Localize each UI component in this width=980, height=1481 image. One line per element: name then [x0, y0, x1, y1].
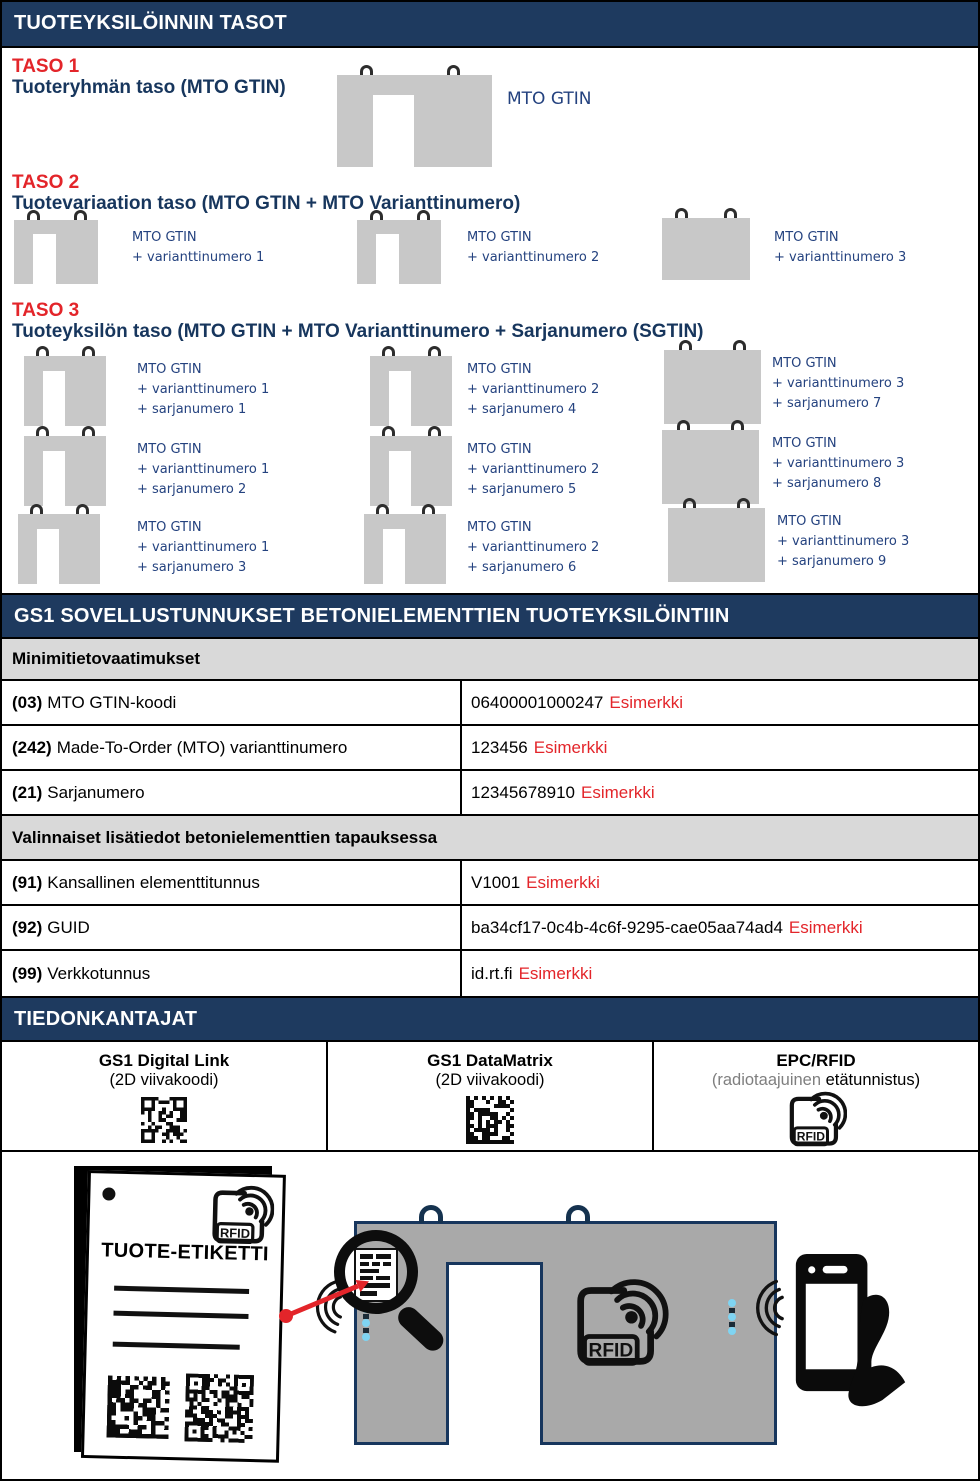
concrete-element-graphic — [668, 508, 765, 582]
red-arrow-connector — [278, 1270, 378, 1326]
table-row — [2, 726, 978, 771]
rfid-tag-icon — [725, 1298, 738, 1336]
taso2-subtitle: Tuotevariaation taso (MTO GTIN + MTO Varianttinumero) — [12, 193, 521, 214]
concrete-element-graphic — [662, 430, 759, 504]
carrier-rfid — [654, 1042, 978, 1150]
concrete-element-graphic — [662, 218, 750, 280]
hook-icon — [447, 65, 460, 75]
carrier-subtitle: (2D viivakoodi) — [109, 1071, 219, 1089]
product-label-card — [81, 1170, 286, 1463]
concrete-element-graphic — [364, 514, 446, 584]
table-row — [2, 906, 978, 951]
element-label: MTO GTIN + varianttinumero 1 + sarjanumero 2 — [137, 442, 270, 497]
ai-code: (99) — [12, 963, 43, 983]
table-row — [2, 951, 978, 996]
datamatrix-icon — [106, 1376, 169, 1439]
carrier-datamatrix — [328, 1042, 654, 1150]
example-tag: Esimerkki — [788, 917, 863, 937]
hook-icon — [566, 1205, 590, 1223]
element-label: MTO GTIN + varianttinumero 1 + sarjanumero 1 — [137, 362, 270, 417]
carrier-title: GS1 Digital Link — [98, 1051, 230, 1070]
carrier-subtitle: (2D viivakoodi) — [435, 1071, 545, 1089]
taso2-tag: TASO 2 — [12, 172, 80, 193]
example-tag: Esimerkki — [533, 737, 608, 757]
example-tag: Esimerkki — [609, 692, 684, 712]
concrete-element-graphic — [664, 350, 761, 424]
element-label: MTO GTIN + varianttinumero 1 + sarjanumero 3 — [137, 520, 270, 575]
element-door-opening — [373, 95, 415, 167]
ai-value: ba34cf17-0c4b-4c6f-9295-cae05aa74ad4 — [471, 917, 783, 937]
ai-label: Kansallinen elementtitunnus — [47, 872, 260, 892]
ai-code: (242) — [12, 737, 52, 757]
ai-code: (21) — [12, 782, 43, 802]
section-header-levels: TUOTEYKSILÖINNIN TASOT — [2, 2, 978, 48]
concrete-element-graphic — [337, 75, 492, 167]
concrete-element-graphic — [14, 220, 98, 284]
element-label: MTO GTIN + varianttinumero 3 + sarjanumero 7 — [772, 356, 905, 411]
element-label: MTO GTIN + varianttinumero 3 + sarjanumero 9 — [777, 514, 910, 569]
datamatrix-icon — [466, 1096, 514, 1144]
element-label: MTO GTIN + varianttinumero 3 — [774, 230, 907, 265]
carriers-panel — [2, 1042, 978, 1152]
element-label: MTO GTIN + varianttinumero 1 — [132, 230, 265, 265]
carrier-title: EPC/RFID — [776, 1051, 856, 1070]
ai-code: (91) — [12, 872, 43, 892]
ai-label: MTO GTIN-koodi — [47, 692, 177, 712]
ai-value: id.rt.fi — [471, 963, 513, 983]
element-label: MTO GTIN + varianttinumero 2 + sarjanumero 5 — [467, 442, 600, 497]
ai-label: Verkkotunnus — [47, 963, 151, 983]
taso1-tag: TASO 1 — [12, 56, 80, 77]
ai-label: Sarjanumero — [47, 782, 145, 802]
element-door-opening — [446, 1262, 543, 1445]
ai-value: V1001 — [471, 872, 521, 892]
taso3-subtitle: Tuoteyksilön taso (MTO GTIN + MTO Varianttinumero + Sarjanumero (SGTIN) — [12, 321, 704, 342]
element-label: MTO GTIN + varianttinumero 2 + sarjanumero 6 — [467, 520, 600, 575]
element-label: MTO GTIN + varianttinumero 2 + sarjanumero 4 — [467, 362, 600, 417]
svg-text:RFID: RFID — [588, 1340, 634, 1362]
table-row — [2, 771, 978, 816]
ai-value: 123456 — [471, 737, 528, 757]
example-tag: Esimerkki — [526, 872, 600, 892]
qr-code-icon — [141, 1097, 187, 1143]
rfid-icon — [207, 1184, 274, 1248]
hook-icon — [74, 210, 87, 220]
concrete-element-graphic — [370, 436, 452, 506]
concrete-element-graphic — [357, 220, 441, 284]
label-title: TUOTE-ETIKETTI — [101, 1239, 270, 1266]
element-label: MTO GTIN — [507, 89, 592, 109]
table-subheader-optional: Valinnaiset lisätiedot betonielementtien tapauksessa — [2, 816, 978, 861]
table-row — [2, 681, 978, 726]
taso3-tag: TASO 3 — [12, 300, 80, 321]
table-row — [2, 861, 978, 906]
section-header-gs1: GS1 SOVELLUSTUNNUKSET BETONIELEMENTTIEN TUOTEYKSILÖINTIIN — [2, 593, 978, 639]
label-hole — [102, 1187, 115, 1200]
usage-illustration — [2, 1152, 978, 1478]
example-tag: Esimerkki — [581, 782, 655, 802]
concrete-element-graphic — [24, 356, 106, 426]
carrier-digital-link — [2, 1042, 328, 1150]
element-label: MTO GTIN + varianttinumero 2 — [467, 230, 600, 265]
svg-text:RFID: RFID — [219, 1225, 251, 1241]
element-label: MTO GTIN + varianttinumero 3 + sarjanumero 8 — [772, 436, 905, 491]
table-subheader-minimum: Minimitietovaatimukset — [2, 639, 978, 681]
radio-waves-icon — [754, 1276, 786, 1340]
qr-code-icon — [184, 1373, 254, 1443]
ai-code: (03) — [12, 692, 43, 712]
concrete-element-graphic — [370, 356, 452, 426]
smartphone-icon — [788, 1250, 916, 1414]
hook-icon — [419, 1205, 443, 1223]
ai-label: Made-To-Order (MTO) varianttinumero — [56, 737, 348, 757]
carrier-subtitle: (radiotaajuinen etätunnistus) — [711, 1071, 921, 1089]
taso1-subtitle: Tuoteryhmän taso (MTO GTIN) — [12, 77, 286, 98]
concrete-element-graphic — [18, 514, 100, 584]
ai-code: (92) — [12, 917, 43, 937]
rfid-icon — [569, 1278, 669, 1370]
section-header-carriers: TIEDONKANTAJAT — [2, 996, 978, 1042]
rfid-icon — [785, 1091, 847, 1149]
concrete-element-graphic — [24, 436, 106, 506]
example-tag: Esimerkki — [518, 963, 593, 983]
svg-text:RFID: RFID — [796, 1129, 825, 1144]
carrier-title: GS1 DataMatrix — [427, 1051, 553, 1070]
hook-icon — [360, 65, 373, 75]
levels-section — [2, 48, 978, 593]
ai-label: GUID — [47, 917, 90, 937]
ai-value: 12345678910 — [471, 782, 576, 802]
ai-value: 06400001000247 — [471, 692, 604, 712]
hook-icon — [27, 210, 40, 220]
